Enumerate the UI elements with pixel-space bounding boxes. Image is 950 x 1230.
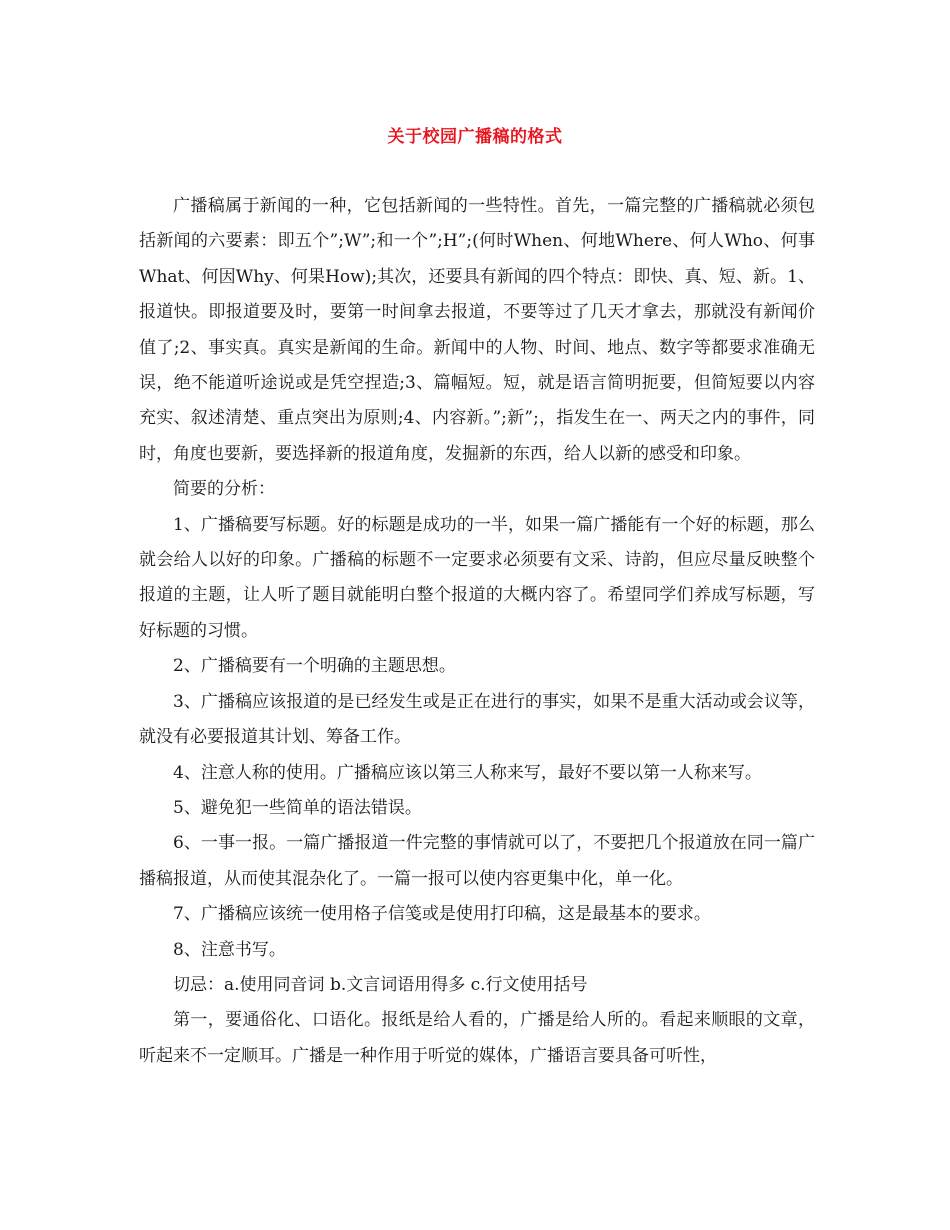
paragraph-item-6: 6、一事一报。一篇广播报道一件完整的事情就可以了，不要把几个报道放在同一篇广播稿报道，从而使其混杂化了。一篇一报可以使内容更集中化，单一化。	[139, 833, 815, 889]
document-title: 关于校园广播稿的格式	[387, 127, 563, 147]
paragraph-item-2: 2、广播稿要有一个明确的主题思想。	[173, 656, 456, 677]
paragraph-first-point: 第一，要通俗化、口语化。报纸是给人看的，广播是给人所的。看起来顺眼的文章，听起来不一定顺耳。广播是一种作用于听觉的媒体，广播语言要具备可听性，	[139, 1010, 815, 1066]
paragraph-item-3: 3、广播稿应该报道的是已经发生或是正在进行的事实，如果不是重大活动或会议等，就没有必要报道其计划、筹备工作。	[139, 691, 815, 748]
paragraph-item-4: 4、注意人称的使用。广播稿应该以第三人称来写，最好不要以第一人称来写。	[173, 762, 762, 783]
document-body	[139, 189, 815, 1074]
paragraph-intro: 广播稿属于新闻的一种，它包括新闻的一些特性。首先，一篇完整的广播稿就必须包括新闻的六要素：即五个”;W”;和一个”;H”;(何时When、何地Where、何人Who、何事What、何因Why、何果How);其次，还要具有新闻的四个特点：即快、真、短、新。1、报道快。即报道要及时，要第一时间拿去报道，不要等过了几天才拿去，那就没有新闻价值了;2、事实真。真实是新闻的生命。新闻中的人物、时间、地点、数字等都要求准确无误，绝不能道听途说或是凭空捏造;3、篇幅短。短，就是语言简明扼要，但简短要以内容充实、叙述清楚、重点突出为原则;4、内容新。”;新”;，指发生在一、两天之内的事件，同时，角度也要新，要选择新的报道角度，发掘新的东西，给人以新的感受和印象。	[139, 196, 815, 464]
paragraph-item-8: 8、注意书写。	[173, 939, 286, 960]
paragraph-analysis-heading: 简要的分析：	[173, 479, 275, 500]
paragraph-item-7: 7、广播稿应该统一使用格子信笺或是使用打印稿，这是最基本的要求。	[173, 904, 711, 925]
paragraph-item-5: 5、避免犯一些简单的语法错误。	[173, 797, 422, 818]
paragraph-taboo: 切忌：a.使用同音词 b.文言词语用得多 c.行文使用括号	[173, 974, 588, 995]
paragraph-item-1: 1、广播稿要写标题。好的标题是成功的一半，如果一篇广播能有一个好的标题，那么就会给人以好的印象。广播稿的标题不一定要求必须要有文采、诗韵，但应尽量反映整个报道的主题，让人听了题目就能明白整个报道的大概内容了。希望同学们养成写标题，写好标题的习惯。	[139, 514, 815, 641]
